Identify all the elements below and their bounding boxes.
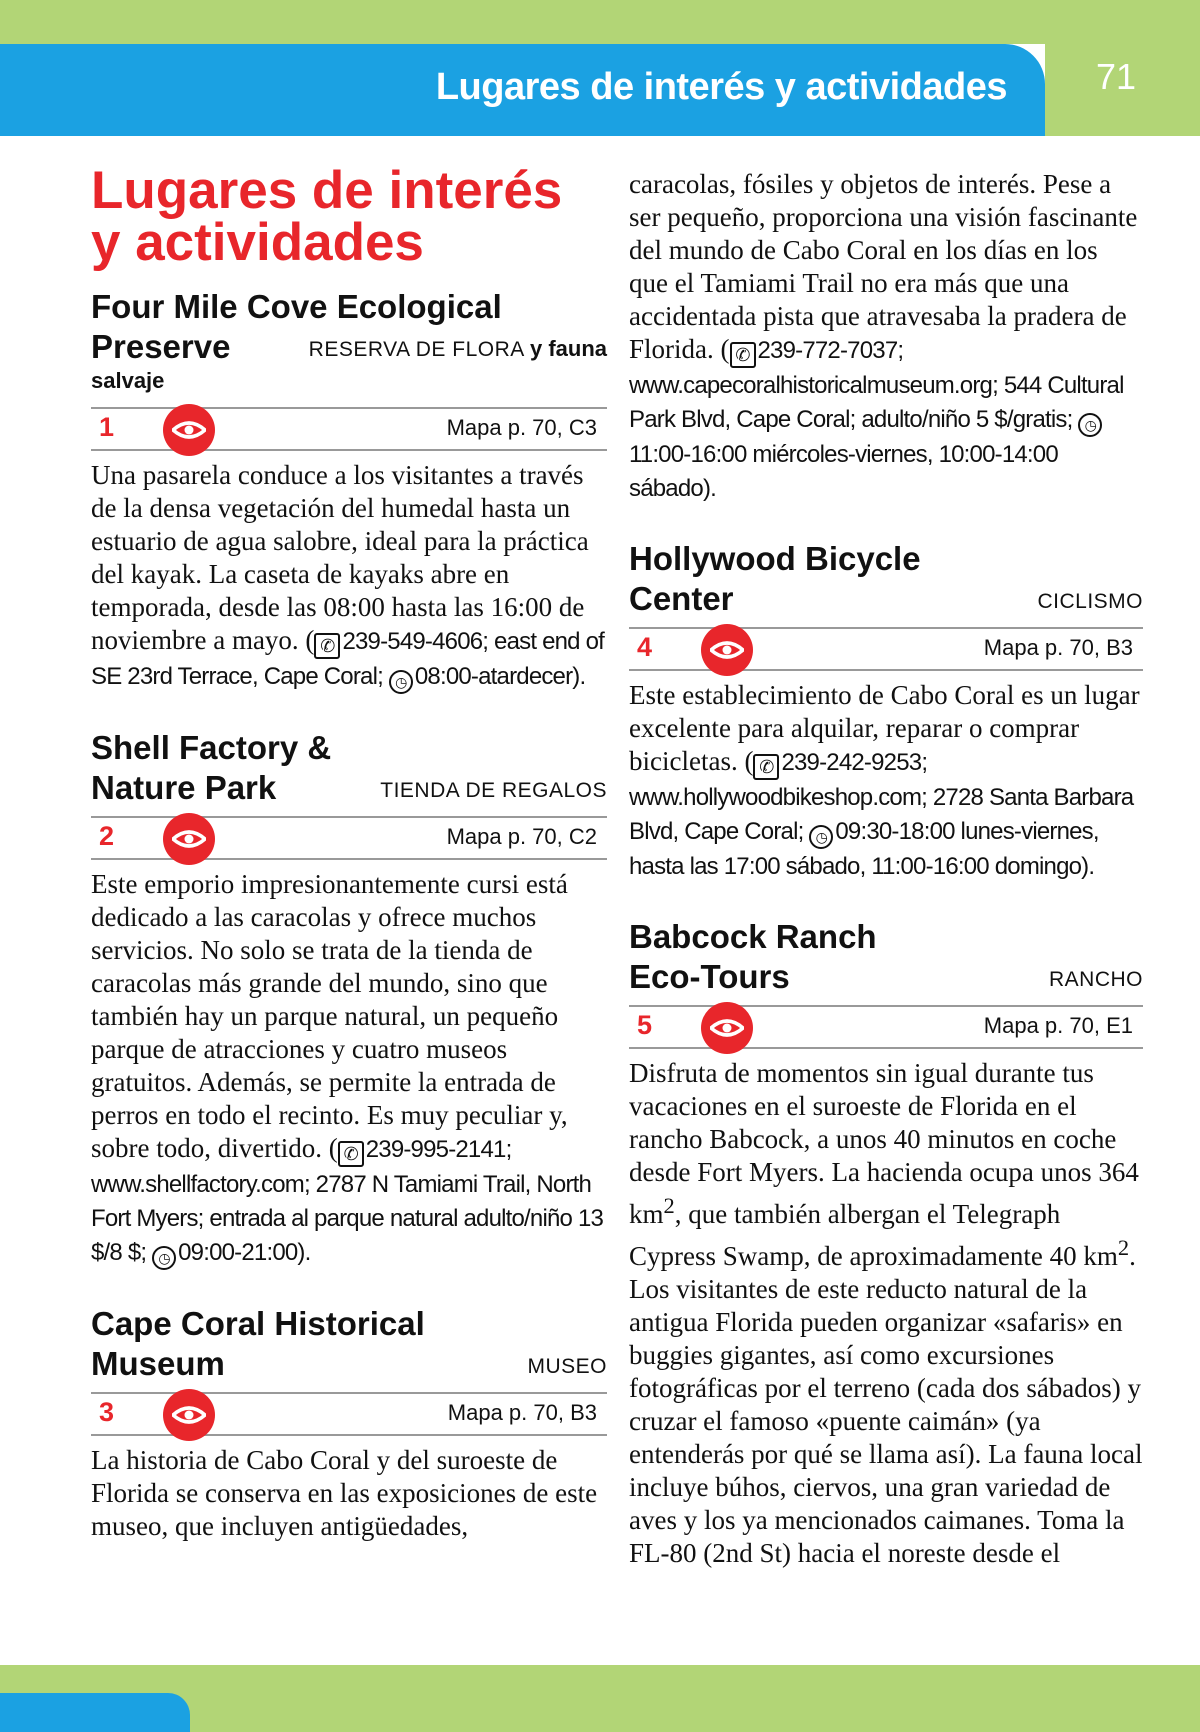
eye-icon — [701, 624, 753, 676]
entry-name: Four Mile Cove Ecological — [91, 288, 502, 325]
clock-icon: ◷ — [1078, 413, 1102, 437]
entry-description: Este establecimiento de Cabo Coral es un lugar excelente para alquilar, reparar o comprar bicicletas. ( ✆ 239-242-9253; www.hollywoodbikeshop.com; 2728 Santa Barbara Blvd, Cape Coral; ◷ 09:30-18:00 lunes-viernes, hasta las 17:00 sábado, 11:00-16:00 domingo). — [629, 680, 1140, 880]
entry-type-continued: salvaje — [91, 368, 165, 393]
map-reference: Mapa p. 70, E1 — [983, 1013, 1133, 1038]
entry-shell-factory — [91, 728, 607, 1270]
entry-cape-coral-museum — [91, 1304, 607, 1543]
entry-type: TIENDA DE REGALOS — [380, 779, 607, 802]
entry-type: RANCHO — [1048, 968, 1143, 991]
entry-four-mile-cove — [91, 287, 607, 694]
entry-type: MUSEO — [527, 1355, 607, 1378]
map-reference-line — [629, 627, 1143, 671]
entry-description: Este emporio impresionantemente cursi está dedicado a las caracolas y ofrece muchos servicios. No solo se trata de la tienda de caracolas más grande del mundo, sino que también hay un parque natural, un pequeño parque de atracciones y cuatro museos gratuitos. Además, se permite la entrada de perros en todo el recinto. Es muy peculiar y, sobre todo, divertido. ( ✆ 239-995-2141; www.shellfactory.com; 2787 N Tamiami Trail, North Fort Myers; entrada al parque natural adulto/niño 13 $/8 $; ◷ 09:00-21:00). — [91, 868, 607, 1270]
right-column — [629, 168, 1143, 1570]
clock-icon: ◷ — [152, 1246, 176, 1270]
eye-icon — [163, 813, 215, 865]
page-number: 71 — [1096, 56, 1137, 97]
top-green-band — [0, 0, 1200, 44]
clock-icon: ◷ — [809, 825, 833, 849]
phone-icon: ✆ — [753, 754, 779, 780]
clock-icon: ◷ — [389, 670, 413, 694]
entry-name: Center — [629, 580, 734, 617]
entry-name: Shell Factory & — [91, 729, 332, 766]
entry-name: Eco-Tours — [629, 958, 790, 995]
entry-number: 1 — [99, 412, 115, 442]
map-reference: Mapa p. 70, B3 — [983, 635, 1133, 660]
eye-icon — [701, 1002, 753, 1054]
entry-type: RESERVA DE FLORA y fauna — [308, 336, 607, 361]
entry-number: 3 — [99, 1397, 115, 1427]
map-reference: Mapa p. 70, B3 — [447, 1400, 597, 1425]
entry-hollywood-bicycle — [629, 539, 1143, 883]
entry-name: Cape Coral Historical — [91, 1305, 425, 1342]
phone-icon: ✆ — [338, 1141, 364, 1167]
map-reference-line — [91, 816, 607, 860]
entry-description: La historia de Cabo Coral y del suroeste de Florida se conserva en las exposiciones de este museo, que incluyen antigüedades, — [91, 1445, 598, 1541]
entry-type: CICLISMO — [1037, 590, 1143, 613]
phone-icon: ✆ — [314, 633, 340, 659]
entry-number: 5 — [637, 1010, 653, 1040]
header-title: Lugares de interés y actividades — [435, 66, 1007, 108]
entry-number: 4 — [637, 632, 653, 662]
entry-name: Babcock Ranch — [629, 918, 877, 955]
map-reference: Mapa p. 70, C3 — [446, 415, 597, 440]
entry-number: 2 — [99, 821, 115, 851]
section-title: Lugares de interés y actividades — [91, 161, 563, 272]
map-reference: Mapa p. 70, C2 — [446, 824, 597, 849]
map-reference-line — [629, 1005, 1143, 1049]
map-reference-line — [91, 1392, 607, 1436]
left-column — [91, 161, 607, 1543]
entry-name: Preserve — [91, 328, 231, 365]
entry-description: Una pasarela conduce a los visitantes a través de la densa vegetación del humedal hasta un estuario de agua salobre, ideal para la práctica del kayak. La caseta de kayaks abre en temporada, desde las 08:00 hasta las 16:00 de noviembre a mayo. ( ✆ 239-549-4606; east end of SE 23rd Terrace, Cape Coral; ◷ 08:00-atardecer). — [91, 459, 607, 694]
eye-icon — [163, 1389, 215, 1441]
map-reference-line — [91, 407, 607, 451]
entry-name: Hollywood Bicycle — [629, 540, 921, 577]
entry-name: Museum — [91, 1345, 225, 1382]
header-bar — [0, 44, 1045, 136]
bottom-blue-tab — [0, 1693, 190, 1732]
entry-description-continued: caracolas, fósiles y objetos de interés. Pese a ser pequeño, proporciona una visión fascinante del mundo de Cabo Coral en los días en los que el Tamiami Trail no era más que una accidentada pista que atravesaba la pradera de Florida. ( ✆ 239-772-7037; www.capecoralhistoricalmuseum.org; 544 Cultural Park Blvd, Cape Coral; adulto/niño 5 $/gratis; ◷11:00-16:00 miércoles-viernes, 10:00-14:00 sábado). — [629, 169, 1138, 502]
phone-icon: ✆ — [730, 342, 756, 368]
entry-babcock-ranch — [629, 917, 1143, 1570]
entry-name: Nature Park — [91, 769, 277, 806]
eye-icon — [163, 404, 215, 456]
entry-description: Disfruta de momentos sin igual durante tus vacaciones en el suroeste de Florida en el rancho Babcock, a unos 40 minutos en coche desde Fort Myers. La hacienda ocupa unos 364 $km^2$, que también albergan el Telegraph Cypress Swamp, de aproximadamente 40 $km^2$. Los visitantes de este reducto natural de la antigua Florida pueden organizar «safaris» en buggies gigantes, así como excursiones fotográficas por el terreno (cada dos sábados) y cruzar el famoso «puente caimán» (ya entenderás por qué se llama así). La fauna local incluye búhos, ciervos, una gran variedad de aves y los ya mencionados caimanes. Toma la FL-80 (2nd St) hacia el noreste desde el — [629, 1058, 1143, 1568]
